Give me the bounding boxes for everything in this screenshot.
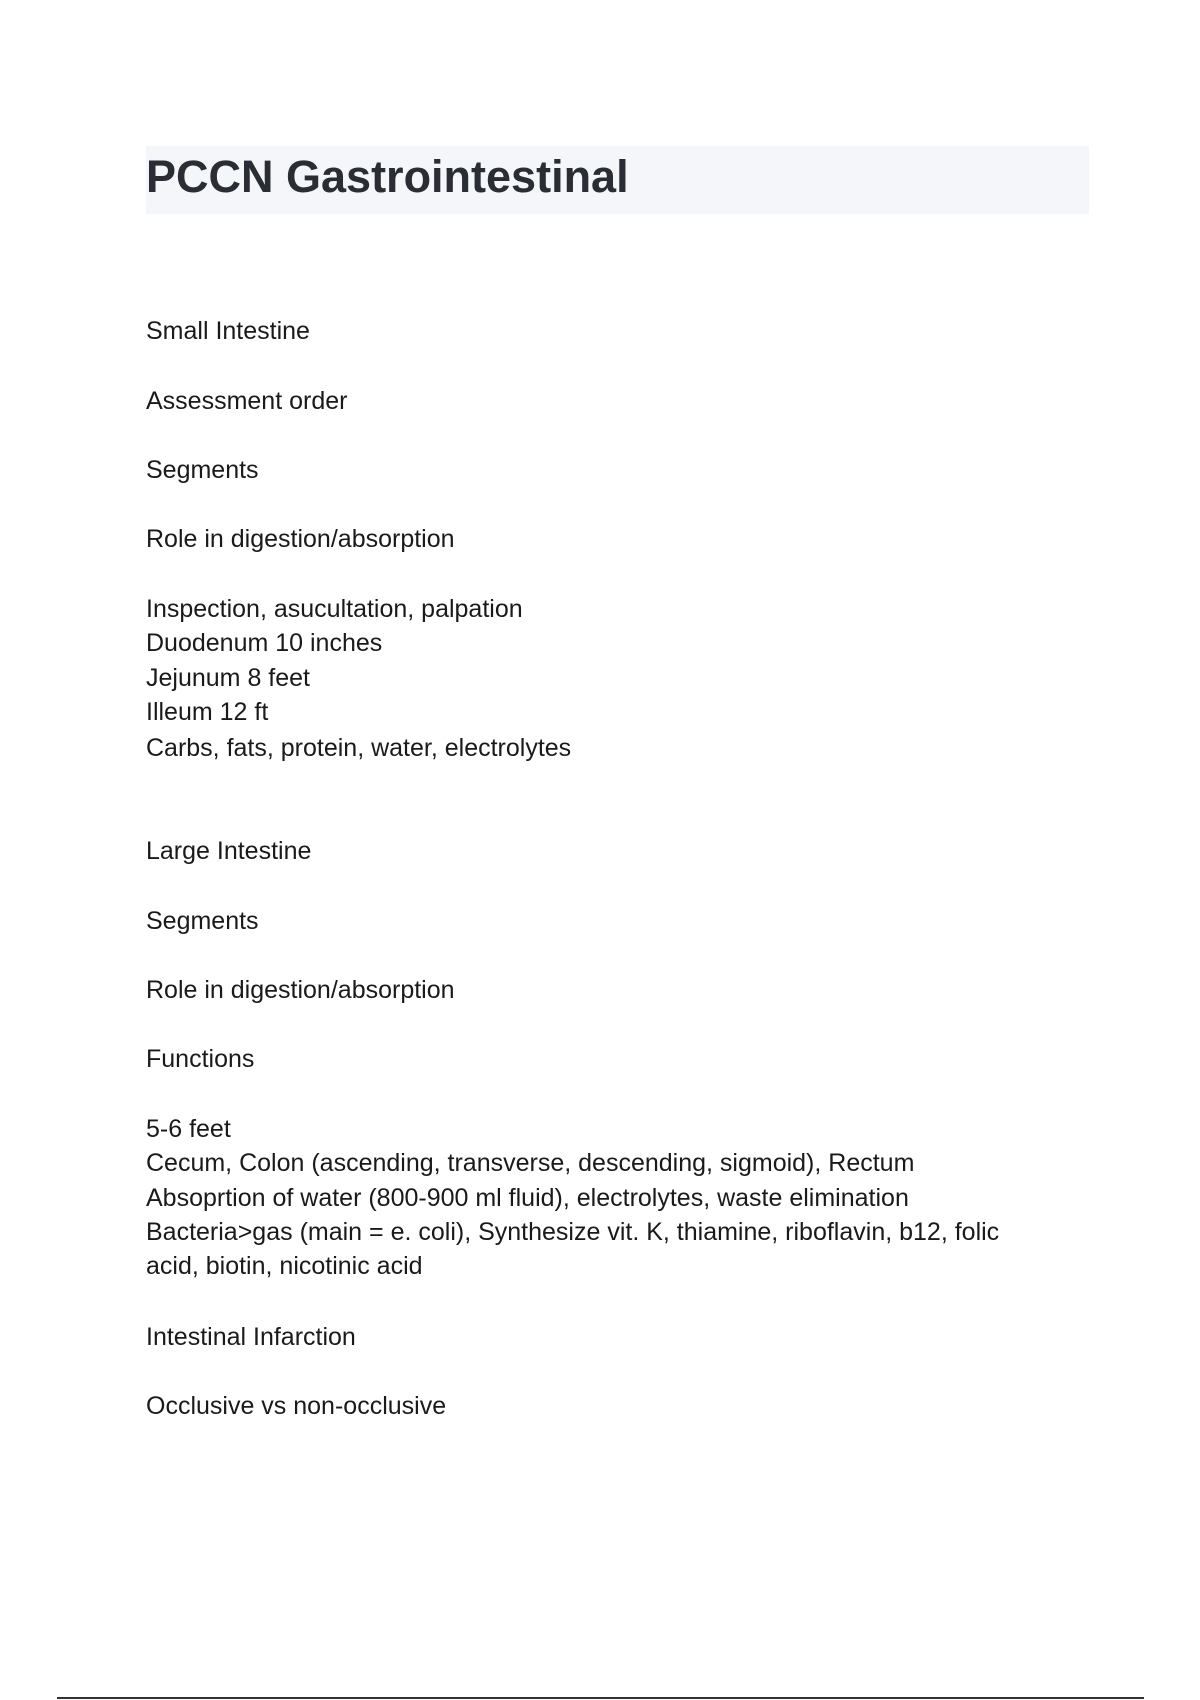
- heading-large-intestine: Large Intestine: [146, 837, 312, 865]
- text-line: Bacteria>gas (main = e. coli), Synthesize vit. K, thiamine, riboflavin, b12, folic: [146, 1218, 1000, 1246]
- text-line: Carbs, fats, protein, water, electrolytes: [146, 734, 572, 762]
- text-line: Duodenum 10 inches: [146, 629, 383, 657]
- text-line: Segments: [146, 907, 259, 935]
- title-banner: [146, 146, 1089, 214]
- text-line: Role in digestion/absorption: [146, 976, 455, 1004]
- text-line: Role in digestion/absorption: [146, 525, 455, 553]
- page-footer-rule: [57, 1697, 1144, 1699]
- text-line: Functions: [146, 1045, 255, 1073]
- text-line: Assessment order: [146, 387, 348, 415]
- text-line: Jejunum 8 feet: [146, 664, 310, 692]
- text-line: Occlusive vs non-occlusive: [146, 1392, 447, 1420]
- text-line: Segments: [146, 456, 259, 484]
- heading-small-intestine: Small Intestine: [146, 317, 310, 345]
- text-line: Absoprtion of water (800-900 ml fluid), electrolytes, waste elimination: [146, 1184, 909, 1212]
- text-line: Cecum, Colon (ascending, transverse, descending, sigmoid), Rectum: [146, 1149, 915, 1177]
- document-title: PCCN Gastrointestinal: [146, 151, 629, 202]
- text-line: Illeum 12 ft: [146, 698, 269, 726]
- heading-intestinal-infarction: Intestinal Infarction: [146, 1323, 356, 1351]
- text-line: Inspection, asucultation, palpation: [146, 595, 523, 623]
- text-line: 5-6 feet: [146, 1115, 231, 1143]
- text-line: acid, biotin, nicotinic acid: [146, 1252, 423, 1280]
